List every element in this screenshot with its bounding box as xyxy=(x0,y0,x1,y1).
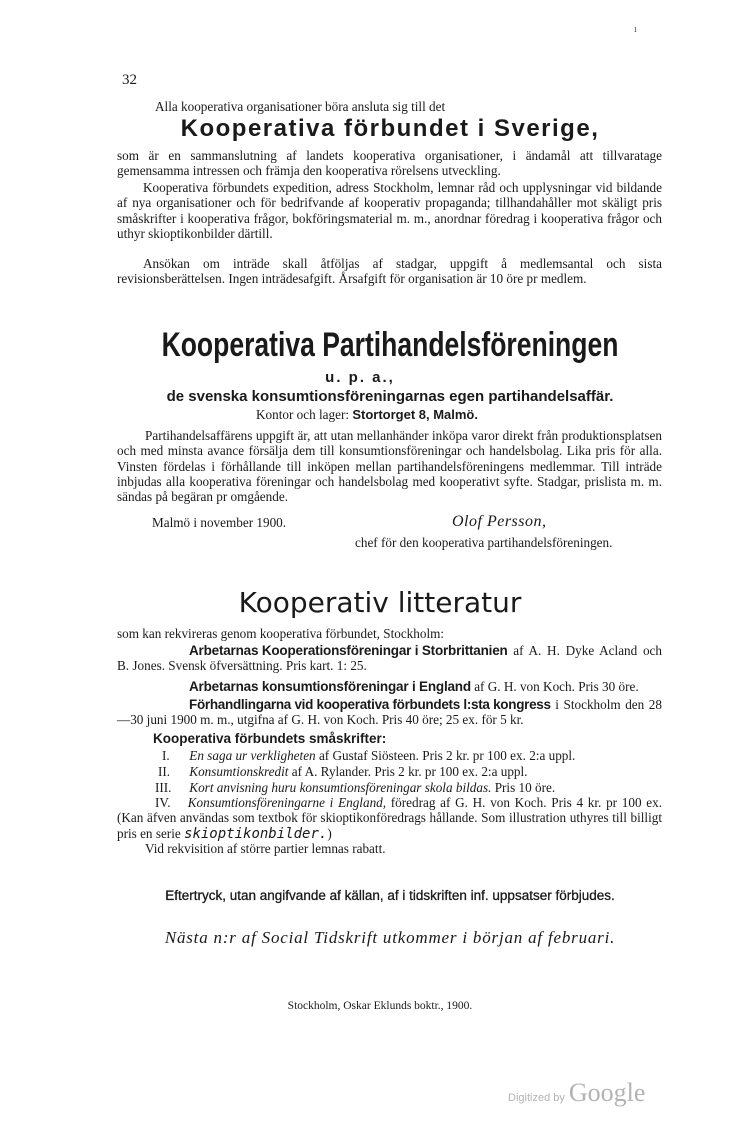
lit-small-2-rest: af A. Rylander. Pris 2 kr. pr 100 ex. 2:a uppl. xyxy=(291,764,528,779)
kf-paragraph-2: Kooperativa förbundets expedition, adress Stockholm, lemnar råd och upplysningar vid bildande af nya organisationer och för bedrifvande af kooperativ propaganda; tillhandahåller mot skäligt pris småskrifter i kooperativa frågor, bokföringsmaterial m. m., anordnar föredrag i kooperativa frågor och uthyr skioptikonbilder därtill. xyxy=(117,180,662,241)
google-logo: Google xyxy=(568,1078,646,1107)
lit-intro: som kan rekvireras genom kooperativa förbundet, Stockholm: xyxy=(117,626,445,641)
margin-mark: ı xyxy=(634,24,637,35)
lit-small-heading: Kooperativa förbundets småskrifter: xyxy=(153,731,387,746)
next-issue-notice: Nästa n:r af Social Tidskrift utkommer i början af februari. xyxy=(164,928,616,947)
kf-heading: Kooperativa förbundet i Sverige, xyxy=(180,115,600,142)
lit-small-4-rest: föredrag af G. H. von Koch. Pris 4 kr. pr 100 ex. (Kan äfven användas som textbok för skioptikonföredrags hållande. Som illustration uthyres till billigt pris en serie xyxy=(117,795,663,841)
lit-small-2 xyxy=(158,764,527,780)
ph-date-line: Malmö i november 1900. xyxy=(152,515,287,530)
lit-small-3 xyxy=(155,780,555,796)
lit-small-1-rest: af Gustaf Siösteen. Pris 2 kr. pr 100 ex. 2:a uppl. xyxy=(318,748,576,763)
ph-upa: u. p. a., xyxy=(325,369,395,386)
kf-paragraph-3: Ansökan om inträde skall åtföljas af stadgar, uppgift å medlemsantal och sista revisionsberättelsen. Ingen inträdesafgift. Årsafgift för organisation är 10 öre pr medlem. xyxy=(117,256,662,287)
ph-body: Partihandelsaffärens uppgift är, att utan mellanhänder inköpa varor direkt från produktionsplatsen och med minsta avance försälja dem till konsumtionsföreningar och handelsbolag. Lika pris för alla. Vinsten fördelas i förhållande till inköpen mellan partihandelsföreningens medlemmar. Till inträde inbjudas alla kooperativa föreningar och handelsbolag med kooperativt syfte. Stadgar, prislista m. m. sändas på begäran pr omgående. xyxy=(117,428,662,505)
lit-item-3-title: Förhandlingarna vid kooperativa förbundets l:sta kongress xyxy=(189,697,551,712)
lit-closing: Vid rekvisition af större partier lemnas rabatt. xyxy=(145,841,386,856)
ph-office-line xyxy=(256,407,478,423)
ph-office-address: Stortorget 8, Malmö. xyxy=(352,407,478,422)
lit-small-3-rest: Pris 10 öre. xyxy=(494,780,556,795)
ph-signature-title: chef för den kooperativa partihandelsföreningen. xyxy=(355,535,613,550)
lit-small-2-num: II. xyxy=(158,764,171,779)
digitized-watermark xyxy=(508,1078,645,1108)
ph-subheading: de svenska konsumtionsföreningarnas egen partihandelsaffär. xyxy=(166,388,614,405)
lit-item-1 xyxy=(117,643,662,674)
lit-small-1 xyxy=(162,748,575,764)
lit-item-1-rest: af A. H. Dyke Acland och B. Jones. Svensk öfversättning. Pris kart. 1: 25. xyxy=(117,643,663,674)
lit-small-4-script: skioptikonbilder. xyxy=(184,825,328,842)
lit-small-3-title: Kort anvisning huru konsumtionsföreningar skola bildas. xyxy=(189,780,492,795)
lit-item-2-rest: af G. H. von Koch. Pris 30 öre. xyxy=(474,679,639,694)
lit-small-2-title: Konsumtionskredit xyxy=(189,764,289,779)
ph-signature: Olof Persson, xyxy=(452,513,547,530)
kf-intro: Alla kooperativa organisationer böra ansluta sig till det xyxy=(155,99,446,114)
ph-heading: Kooperativa Partihandelsföreningen xyxy=(161,326,619,364)
lit-small-1-num: I. xyxy=(162,748,170,763)
reprint-notice: Eftertryck, utan angifvande af källan, af i tidskriften inf. uppsatser förbjudes. xyxy=(165,888,615,903)
lit-item-3 xyxy=(117,697,662,728)
lit-item-1-title: Arbetarnas Kooperationsföreningar i Storbrittanien xyxy=(189,643,508,658)
lit-small-4-title: Konsumtionsföreningarne i England, xyxy=(187,795,387,810)
digitized-label: Digitized by xyxy=(508,1092,565,1104)
printer-line: Stockholm, Oskar Eklunds boktr., 1900. xyxy=(287,1000,473,1012)
lit-heading: Kooperativ litteratur xyxy=(238,586,522,619)
lit-small-1-title: En saga ur verkligheten xyxy=(189,748,316,763)
lit-small-3-num: III. xyxy=(155,780,172,795)
lit-item-2-title: Arbetarnas konsumtionsföreningar i England xyxy=(189,679,471,694)
page-number: 32 xyxy=(122,72,137,88)
ph-office-label: Kontor och lager: xyxy=(256,407,350,422)
lit-item-3-rest: i Stockholm den 28—30 juni 1900 m. m., utgifna af G. H. von Koch. Pris 40 öre; 25 ex. för 5 kr. xyxy=(117,697,662,728)
lit-small-4-end: ) xyxy=(327,825,332,841)
lit-item-2 xyxy=(117,679,662,694)
kf-paragraph-1: som är en sammanslutning af landets kooperativa organisationer, i ändamål att tillvaratage gemensamma intressen och främja den kooperativa rörelsens utveckling. xyxy=(117,148,662,179)
lit-small-4-num: IV. xyxy=(155,795,171,810)
lit-small-4 xyxy=(117,795,662,842)
